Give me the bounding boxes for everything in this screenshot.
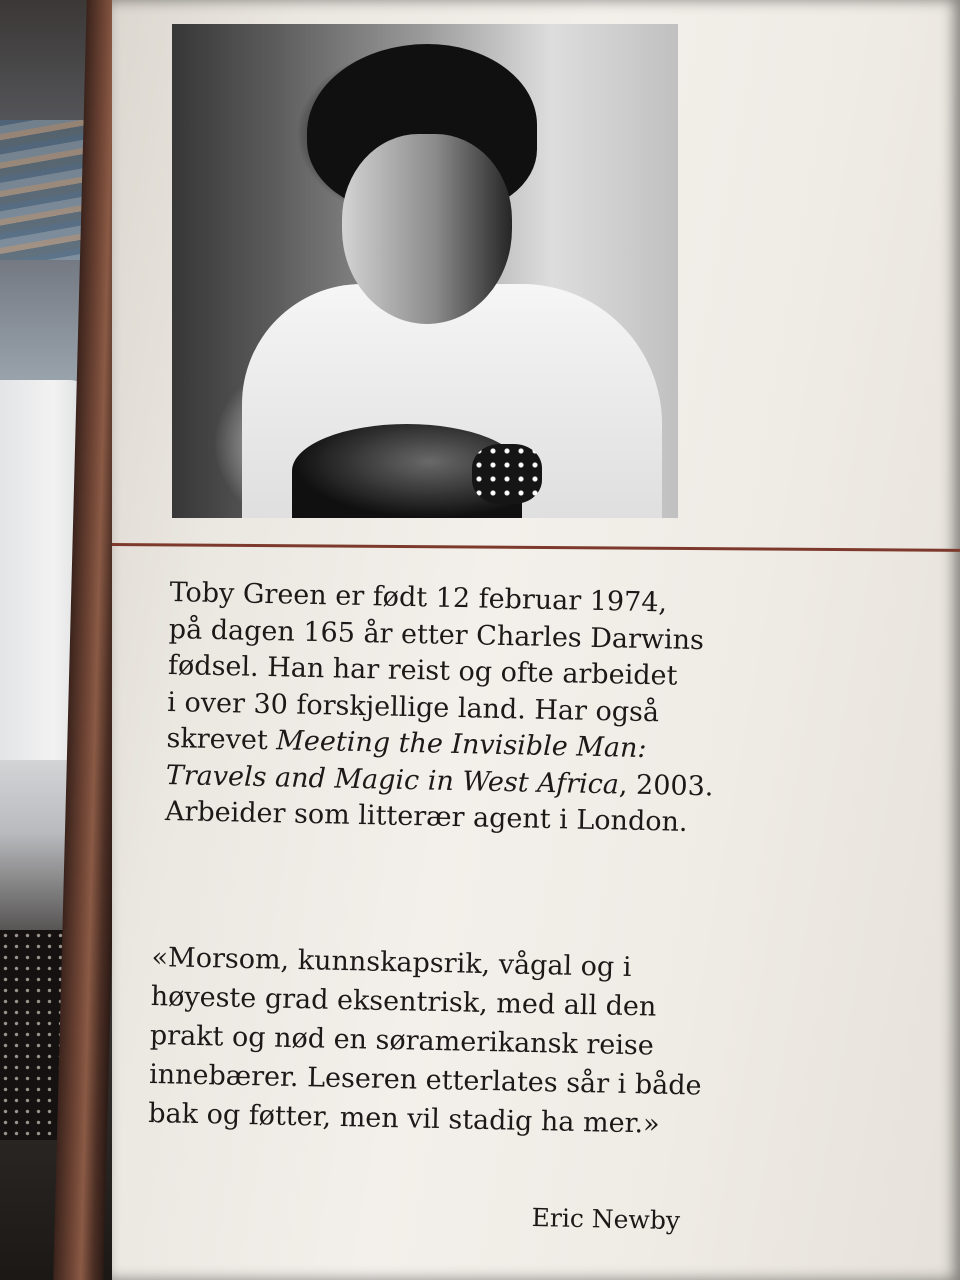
photo-face (342, 134, 512, 324)
photo-star-pattern (472, 444, 542, 504)
quote-line: prakt og nød en søramerikansk reise (149, 1019, 655, 1062)
quote-line: høyeste grad eksentrisk, med all den (150, 980, 657, 1023)
divider-rule (112, 543, 960, 552)
quote-line: «Morsom, kunnskapsrik, vågal og i (151, 941, 632, 984)
bio-line: fødsel. Han har reist og ofte arbeidet (167, 649, 678, 692)
bio-text: skrevet (166, 722, 277, 757)
bio-line: i over 30 forskjellige land. Har også (167, 686, 660, 728)
bio-line: på dagen 165 år etter Charles Darwins (168, 613, 705, 656)
bio-line: Arbeider som litterær agent i London. (164, 795, 688, 838)
bio-line: Toby Green er født 12 februar 1974, (169, 576, 668, 619)
bio-text: , 2003. (618, 768, 714, 802)
book-page (112, 0, 960, 1280)
author-photo (172, 24, 678, 518)
quote-line: innebærer. Leseren etterlates sår i både (148, 1058, 702, 1102)
book-title: Meeting the Invisible Man: (276, 725, 647, 765)
book-title: Travels and Magic in West Africa (165, 759, 620, 800)
author-bio (165, 575, 730, 842)
quote-line: bak og føtter, men vil stadig ha mer.» (148, 1097, 660, 1140)
review-quote (148, 938, 752, 1146)
quote-author: Eric Newby (531, 1203, 681, 1236)
